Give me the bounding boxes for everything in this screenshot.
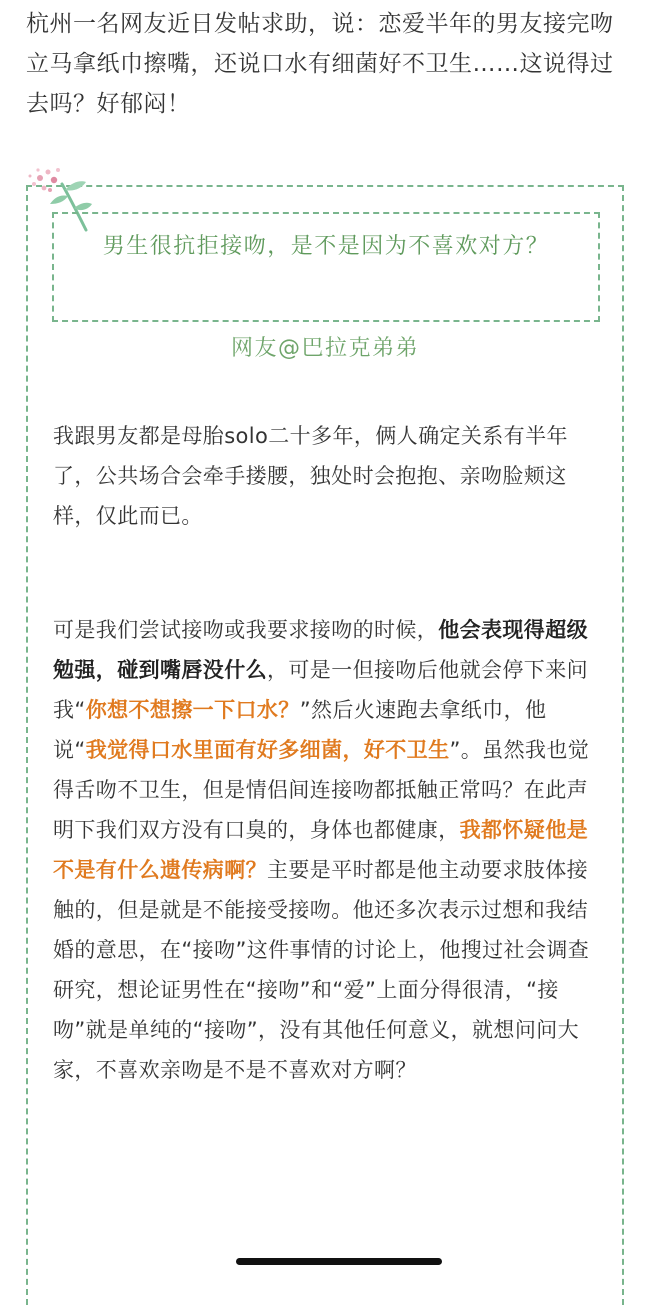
paragraph-2 — [53, 610, 593, 1090]
source-label: 网友@巴拉克弟弟 — [230, 336, 419, 361]
text-span: ”然后火速跑去拿纸巾，他说“ — [53, 698, 547, 762]
highlight-text: 我都怀疑他是不是有什么遗传病啊？ — [53, 818, 589, 882]
highlight-text: 你想不想擦一下口水？ — [85, 698, 300, 722]
text-span: ，可是一但接吻后他就会停下来问我“ — [53, 658, 588, 722]
bold-text: 他会表现得超级勉强，碰到嘴唇没什么 — [53, 618, 589, 682]
text-span: 可是我们尝试接吻或我要求接吻的时候， — [53, 618, 439, 642]
text-span: 主要是平时都是他主动要求肢体接触的，但是就是不能接受接吻。他还多次表示过想和我结婚的意思，在“接吻”这件事情的讨论上，他搜过社会调查研究，想论证男性在“接吻”和“爱”上面分得很清，“接吻”就是单纯的“接吻”，没有其他任何意义，就想问问大家，不喜欢亲吻是不是不喜欢对方啊？ — [53, 858, 590, 1082]
text-span: ”。虽然我也觉得舌吻不卫生，但是情侣间连接吻都抵触正常吗？在此声明下我们双方没有口臭的，身体也都健康， — [53, 738, 590, 842]
question-heading: 男生很抗拒接吻，是不是因为不喜欢对方？ — [52, 212, 600, 322]
highlight-text: 我觉得口水里面有好多细菌，好不卫生 — [85, 738, 450, 762]
paragraph-1: 我跟男友都是母胎solo二十多年，俩人确定关系有半年了，公共场合会牵手搂腰，独处时会抱抱、亲吻脸颊这样，仅此而已。 — [53, 424, 568, 528]
intro-paragraph: 杭州一名网友近日发帖求助，说：恋爱半年的男友接完吻立马拿纸巾擦嘴，还说口水有细菌好不卫生……这说得过去吗？好郁闷！ — [26, 11, 614, 117]
home-indicator[interactable] — [236, 1258, 442, 1265]
